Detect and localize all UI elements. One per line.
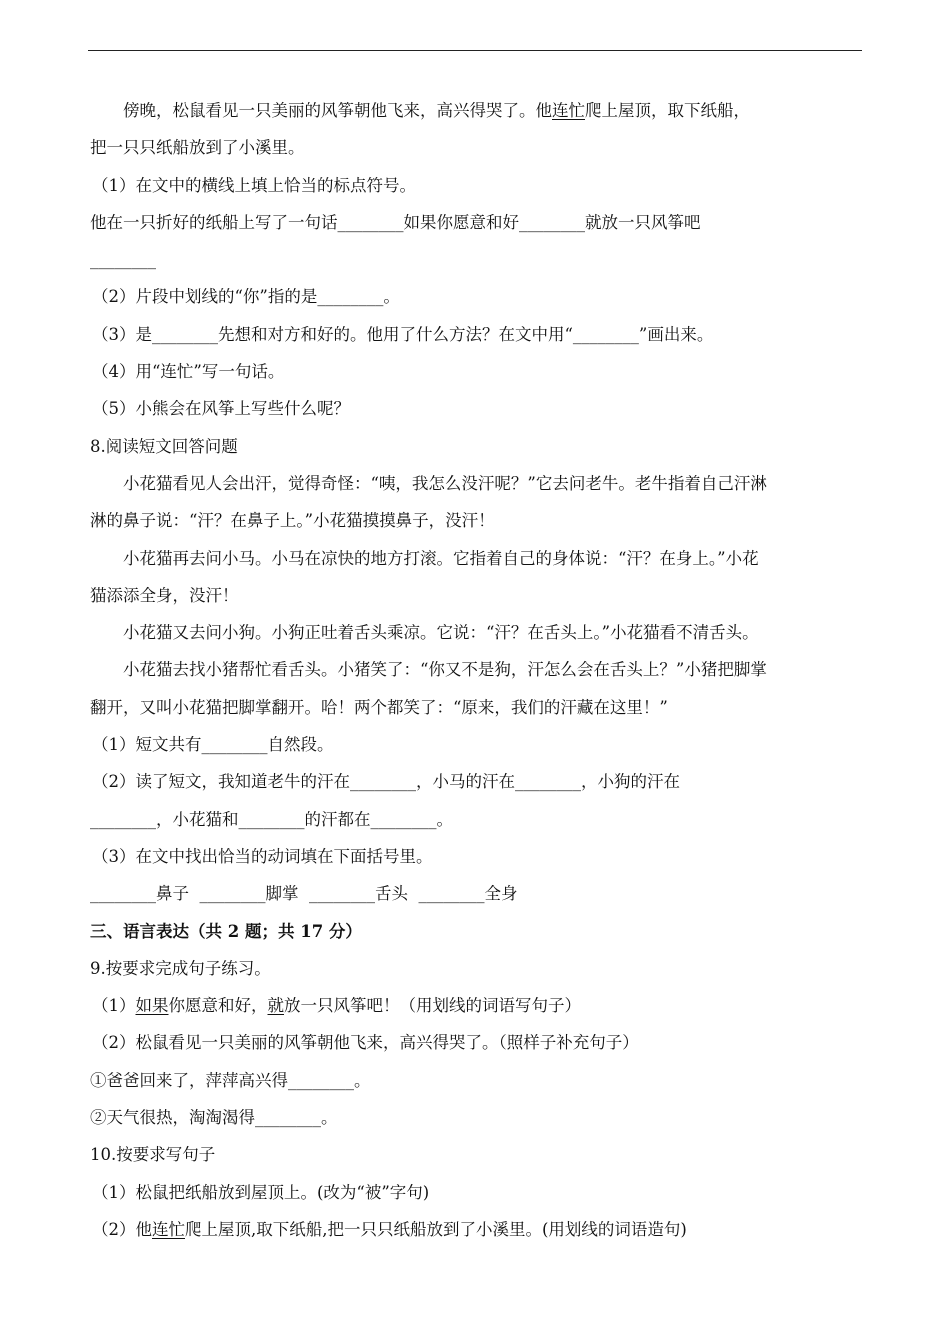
question-line: 他在一只折好的纸船上写了一句话________如果你愿意和好________就放一只风筝吧 bbox=[90, 212, 701, 232]
question-heading: 9.按要求完成句子练习。 bbox=[90, 958, 271, 978]
fill-in-row: ________鼻子 ________脚掌 ________舌头 ________全身 bbox=[90, 884, 518, 904]
question-item: （3）在文中找出恰当的动词填在下面括号里。 bbox=[92, 846, 433, 866]
question-line: ________，小花猫和________的汗都在________。 bbox=[90, 809, 453, 829]
underlined-word: 如果 bbox=[135, 996, 169, 1016]
underlined-word: 连忙 bbox=[152, 1219, 185, 1239]
passage-line: 傍晚，松鼠看见一只美丽的风筝朝他飞来，高兴得哭了。他连忙爬上屋顶，取下纸船， bbox=[123, 101, 750, 120]
question-item: （1）如果你愿意和好，就放一只风筝吧！（用划线的词语写句子） bbox=[92, 996, 581, 1016]
passage-line: 翻开，又叫小花猫把脚掌翻开。哈！两个都笑了：“原来，我们的汗藏在这里！” bbox=[90, 697, 668, 717]
question-item: （4）用“连忙”写一句话。 bbox=[92, 362, 285, 382]
question-item: （3）是________先想和对方和好的。他用了什么方法？在文中用“________”画出来。 bbox=[92, 324, 714, 344]
passage-line: 把一只只纸船放到了小溪里。 bbox=[90, 138, 305, 158]
question-item: （2）片段中划线的“你”指的是________。 bbox=[92, 287, 400, 307]
question-item: （5）小熊会在风筝上写些什么呢？ bbox=[92, 399, 350, 419]
underlined-word: 连忙 bbox=[552, 101, 585, 120]
question-item: （1）松鼠把纸船放到屋顶上。(改为“被”字句) bbox=[92, 1182, 430, 1202]
passage-line: 小花猫去找小猪帮忙看舌头。小猪笑了：“你又不是狗，汗怎么会在舌头上？”小猪把脚掌 bbox=[123, 660, 767, 680]
section-title: 三、语言表达（共 2 题；共 17 分） bbox=[90, 921, 362, 941]
question-line: ②天气很热，淘淘渴得________。 bbox=[90, 1108, 338, 1128]
passage-line: 小花猫再去问小马。小马在凉快的地方打滚。它指着自己的身体说：“汗？在身上。”小花 bbox=[123, 548, 759, 568]
question-item: （1）短文共有________自然段。 bbox=[92, 735, 334, 755]
passage-line: 小花猫又去问小狗。小狗正吐着舌头乘凉。它说：“汗？在舌头上。”小花猫看不清舌头。 bbox=[123, 623, 759, 643]
question-line: ①爸爸回来了，萍萍高兴得________。 bbox=[90, 1070, 371, 1090]
question-item: （1）在文中的横线上填上恰当的标点符号。 bbox=[92, 175, 416, 195]
question-item: （2）松鼠看见一只美丽的风筝朝他飞来，高兴得哭了。（照样子补充句子） bbox=[92, 1033, 639, 1053]
question-item: （2）读了短文，我知道老牛的汗在________，小马的汗在________，小狗的汗在 bbox=[92, 772, 680, 792]
question-heading: 10.按要求写句子 bbox=[90, 1145, 216, 1165]
passage-line: 小花猫看见人会出汗，觉得奇怪：“咦，我怎么没汗呢？”它去问老牛。老牛指着自己汗淋 bbox=[123, 473, 767, 493]
passage-line: 猫添添全身，没汗！ bbox=[90, 585, 239, 605]
question-item: （2）他连忙爬上屋顶,取下纸船,把一只只纸船放到了小溪里。(用划线的词语造句) bbox=[92, 1219, 687, 1239]
question-heading: 8.阅读短文回答问题 bbox=[90, 436, 238, 456]
document-body bbox=[90, 92, 865, 1248]
header-rule bbox=[88, 50, 862, 51]
underlined-word: 就 bbox=[267, 996, 284, 1016]
answer-blank: ________ bbox=[90, 250, 156, 270]
passage-line: 淋的鼻子说：“汗？在鼻子上。”小花猫摸摸鼻子，没汗！ bbox=[90, 511, 495, 531]
